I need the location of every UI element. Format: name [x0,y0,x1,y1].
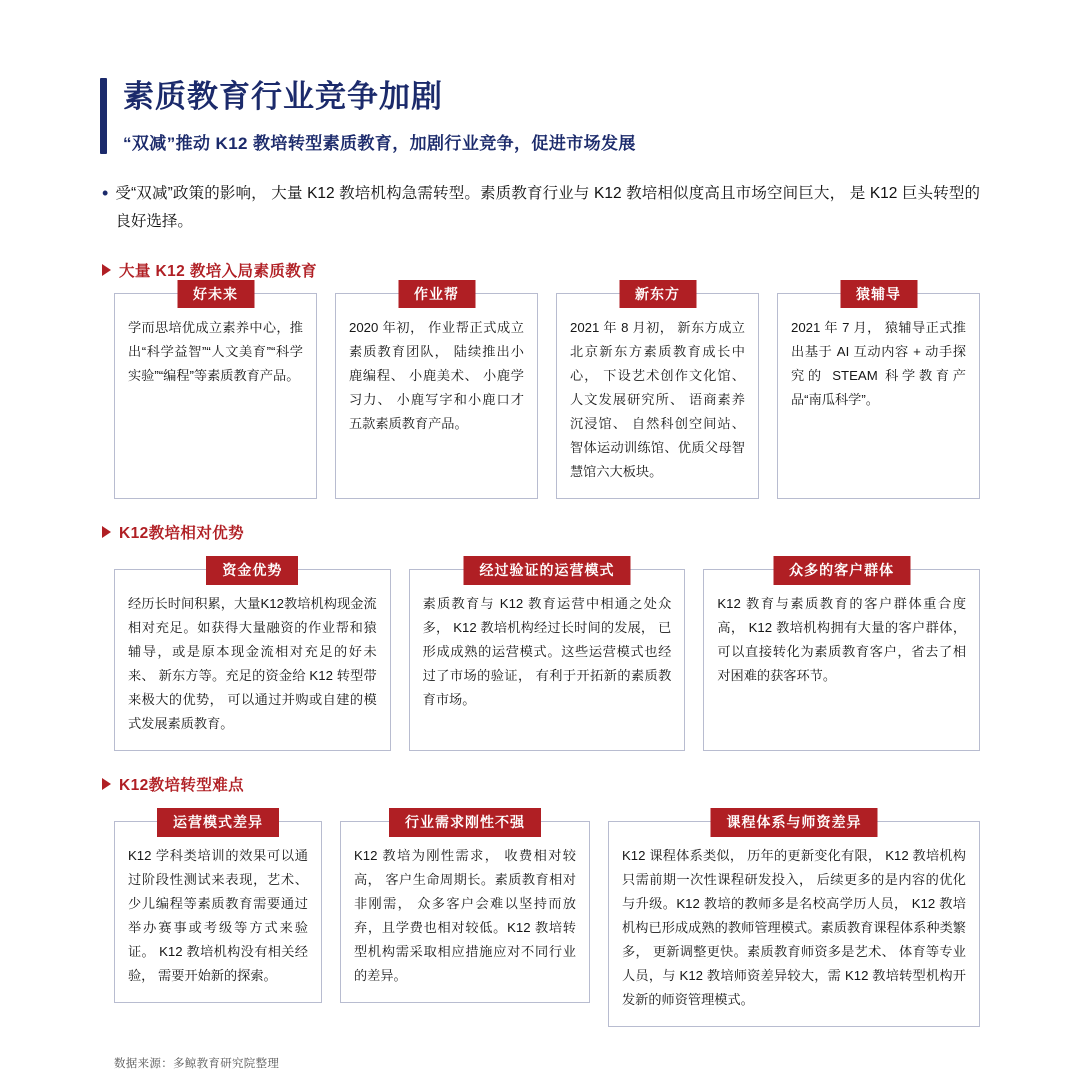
triangle-right-icon [102,526,111,538]
card [409,562,686,751]
card-body: K12 教培为刚性需求， 收费相对较高， 客户生命周期长。素质教育相对非刚需， 众多客户会难以坚持而放弃，且学费也相对较低。K12 教培转型机构需采取相应措施应对不同行业的差异。 [354,848,576,984]
card-label: 经过验证的运营模式 [464,556,631,584]
card-row-1 [114,286,980,499]
header-text-group [123,78,636,154]
card [340,814,590,1003]
triangle-right-icon [102,264,111,276]
card-row-2 [114,562,980,751]
card-label: 众多的客户群体 [773,556,910,584]
card-label: 作业帮 [398,280,475,308]
section-header-3 [102,773,980,795]
section-title-1: 大量 K12 教培入局素质教育 [119,263,318,281]
card-label: 好未来 [177,280,254,308]
card [703,562,980,751]
card-body: 2020 年初， 作业帮正式成立素质教育团队， 陆续推出小鹿编程、 小鹿美术、 小鹿学习力、 小鹿写字和小鹿口才五款素质教育产品。 [349,320,524,432]
card [335,286,538,499]
section-header-2 [102,521,980,543]
source-note: 数据来源：多鲸教育研究院整理 [114,1058,280,1071]
card [114,562,391,751]
card-body: 学而思培优成立素养中心，推出“科学益智”“人文美育”“科学实验”“编程”等素质教育产品。 [128,320,303,384]
card-body: K12 课程体系类似， 历年的更新变化有限， K12 教培机构只需前期一次性课程研发投入， 后续更多的是内容的优化与升级。K12 教培的教师多是名校高学历人员， K12 教培机构已形成成熟的教师管理模式。素质教育课程体系种类繁多， 更新调整更快。素质教育师资多是艺术、 体育等专业人员，与 K12 教培师资差异较大，需 K12 教培转型机构开发新的师资管理模式。 [622,848,966,1008]
triangle-right-icon [102,778,111,790]
card-label: 课程体系与师资差异 [711,808,878,836]
card-body: K12 学科类培训的效果可以通过阶段性测试来表现，艺术、 少儿编程等素质教育需要通过举办赛事或考级等方式来验证。 K12 教培机构没有相关经验， 需要开始新的探索。 [128,848,308,984]
card [114,814,322,1003]
card-body: 素质教育与 K12 教育运营中相通之处众多， K12 教培机构经过长时间的发展， 已形成成熟的运营模式。这些运营模式也经过了市场的验证， 有利于开拓新的素质教育市场。 [422,596,672,708]
bullet-dot-icon: • [102,182,109,203]
page-title: 素质教育行业竞争加剧 [123,79,443,114]
card-label: 运营模式差异 [157,808,279,836]
card-body: 2021 年 7 月， 猿辅导正式推出基于 AI 互动内容 + 动手探究的 STEAM 科学教育产品“南瓜科学”。 [791,320,966,408]
section-title-2: K12教培相对优势 [119,525,245,543]
card [608,814,980,1027]
card-body: K12 教育与素质教育的客户群体重合度高， K12 教培机构拥有大量的客户群体，可以直接转化为素质教育客户，省去了相对困难的获客环节。 [717,596,967,684]
intro-text: 受“双减”政策的影响， 大量 K12 教培机构急需转型。素质教育行业与 K12 教培相似度高且市场空间巨大， 是 K12 巨头转型的良好选择。 [115,184,980,231]
card-row-3 [114,814,980,1027]
section-title-3: K12教培转型难点 [119,777,245,795]
card [777,286,980,499]
card-label: 资金优势 [206,556,298,584]
card-label: 猿辅导 [840,280,917,308]
page-subtitle: “双减”推动 K12 教培转型素质教育，加剧行业竞争，促进市场发展 [123,133,636,153]
card-body: 2021 年 8 月初， 新东方成立北京新东方素质教育成长中心， 下设艺术创作文化馆、 人文发展研究所、 语商素养沉浸馆、 自然科创空间站、 智体运动训练馆、优质父母智慧馆六大板块。 [570,320,745,480]
card [556,286,759,499]
page-header [100,78,980,154]
card-label: 新东方 [619,280,696,308]
header-accent-bar [100,78,107,154]
intro-bullet [102,180,980,237]
card-body: 经历长时间积累，大量K12教培机构现金流相对充足。如获得大量融资的作业帮和猿辅导，或是原本现金流相对充足的好未来、 新东方等。充足的资金给 K12 转型带来极大的优势， 可以通过并购或自建的模式发展素质教育。 [128,596,377,732]
card-label: 行业需求刚性不强 [389,808,541,836]
card [114,286,317,499]
section-header-1 [102,259,980,281]
